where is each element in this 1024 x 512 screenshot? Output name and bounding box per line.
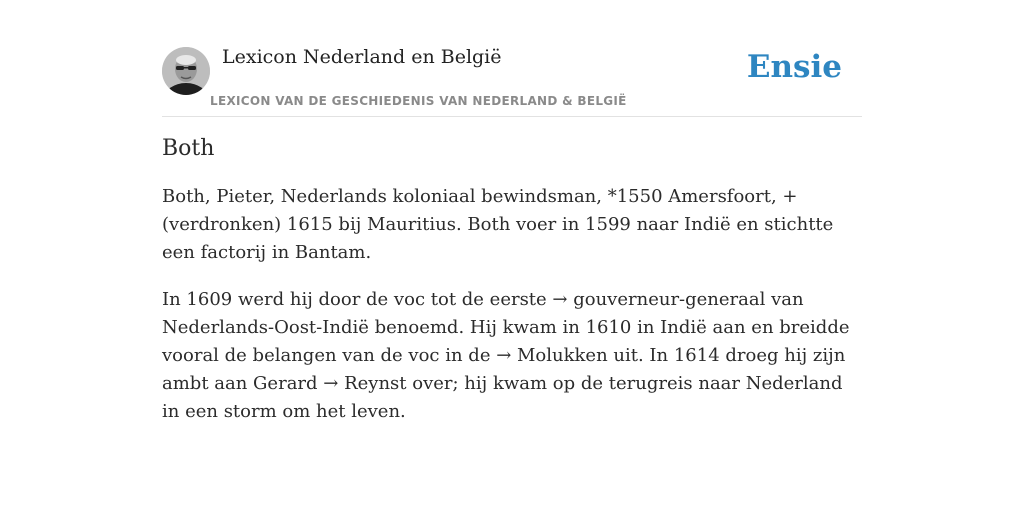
article-title: Both	[162, 136, 215, 161]
paragraph-text: uit. In 1614 droeg hij zijn ambt aan Gerard	[162, 345, 846, 394]
site-tagline: LEXICON VAN DE GESCHIEDENIS VAN NEDERLAND & BELGIË	[210, 94, 627, 108]
author-avatar[interactable]	[162, 47, 210, 95]
header	[162, 44, 862, 117]
paragraph-text: van Nederlands-Oost-Indië benoemd. Hij kwam in 1610 in Indië aan en breidde vooral de belangen van de voc in de	[162, 289, 850, 366]
brand-logo[interactable]: Ensie	[746, 49, 842, 85]
xref-link-molukken[interactable]: → Molukken	[496, 345, 608, 366]
site-name[interactable]: Lexicon Nederland en België	[222, 46, 502, 68]
paragraph-text: over; hij kwam op de terugreis naar Nederland in een storm om het leven.	[162, 373, 843, 422]
article-paragraph-1: Both, Pieter, Nederlands koloniaal bewindsman, *1550 Amersfoort, + (verdronken) 1615 bij Mauritius. Both voer in 1599 naar Indië en stichtte een factorij in Bantam.	[162, 186, 834, 263]
article-paragraph-2	[162, 286, 862, 426]
avatar-portrait-icon	[162, 47, 210, 95]
article	[162, 136, 862, 445]
xref-link-reynst[interactable]: → Reynst	[323, 373, 407, 394]
paragraph-text: In 1609 werd hij door de voc tot de eerste	[162, 289, 553, 310]
xref-link-gouverneur-generaal[interactable]: → gouverneur-generaal	[552, 289, 766, 310]
